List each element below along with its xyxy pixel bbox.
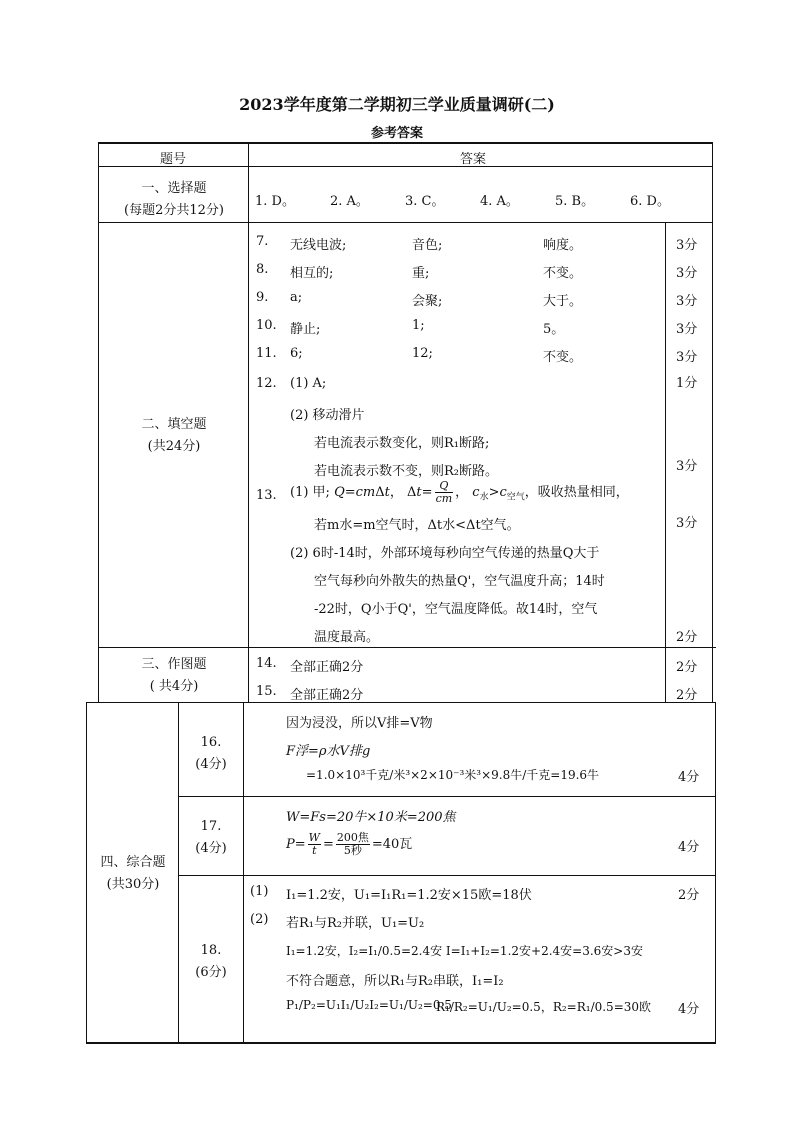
answer-line: 若电流表示数变化，则R₁断路;	[314, 436, 490, 451]
section-note: ( 共4分)	[149, 679, 199, 694]
score: 3分	[676, 238, 698, 253]
score: 3分	[676, 350, 698, 365]
score: 2分	[676, 630, 698, 645]
answer-line: I₁=1.2安，I₂=I₁/0.5=2.4安 I=I₁+I₂=1.2安+2.4安=3.6安>3安	[286, 944, 643, 958]
answer-line: W=Fs=20牛×10米=200焦	[286, 810, 456, 825]
question-points: (6分)	[195, 965, 227, 980]
answer-line: 若电流表示数不变，则R₂断路。	[314, 464, 498, 479]
answer-line: 全部正确2分	[290, 660, 364, 675]
answer-a: 相互的;	[290, 266, 334, 281]
section-name: 三、作图题	[141, 657, 207, 672]
score: 4分	[678, 770, 700, 785]
question-number: 10.	[256, 318, 277, 333]
score: 3分	[676, 266, 698, 281]
score: 2分	[678, 888, 700, 903]
answer-line: -22时，Q小于Q'，空气温度降低。故14时，空气	[314, 602, 598, 617]
answer-line: F浮=ρ水V排g	[286, 744, 371, 759]
choice-answer: 6. D。	[630, 194, 670, 209]
fraction-denominator: 5秒	[343, 844, 362, 857]
choice-answer: 1. D。	[255, 194, 295, 209]
answer-c: 不变。	[543, 350, 583, 365]
question-number: 17.	[200, 819, 222, 834]
header-answer: 答案	[460, 152, 487, 167]
section-choice	[100, 178, 248, 222]
answer-a: 静止;	[290, 322, 321, 337]
answer-c: 大于。	[543, 294, 583, 309]
part-label: (1)	[250, 884, 269, 899]
question-number: 16.	[200, 735, 222, 750]
answer-text: =40瓦	[371, 837, 413, 852]
section-note: (共24分)	[147, 439, 201, 454]
question-number: 18.	[200, 943, 222, 958]
answer-line: 全部正确2分	[290, 688, 364, 703]
answer-line: 若m水=m空气时，Δt水<Δt空气。	[314, 518, 520, 533]
section-name: 一、选择题	[141, 181, 207, 196]
answer-text: P=	[286, 837, 306, 852]
answer-c: 5。	[543, 322, 565, 337]
section-note: (共30分)	[106, 877, 160, 892]
q17-label	[180, 816, 242, 860]
score: 2分	[676, 688, 698, 703]
answer-b: 12;	[412, 346, 433, 361]
question-number: 13.	[256, 488, 277, 503]
question-number: 8.	[256, 262, 269, 277]
answer-b: 会聚;	[412, 294, 443, 309]
answer-line: 空气每秒向外散失的热量Q'，空气温度升高；14时	[314, 574, 605, 589]
section-note: (每题2分共12分)	[124, 203, 224, 218]
choice-answer: 3. C。	[405, 194, 445, 209]
section-comprehensive	[88, 852, 178, 896]
answer-c: 响度。	[543, 238, 583, 253]
section-fill	[100, 414, 248, 458]
score: 4分	[678, 840, 700, 855]
question-number: 15.	[256, 684, 277, 699]
answer-line: 若R₁与R₂并联，U₁=U₂	[286, 916, 425, 931]
fraction-numerator: 200焦	[336, 831, 369, 844]
answer-line: (1) A;	[290, 376, 327, 391]
page-title: 2023学年度第二学期初三学业质量调研(二)	[239, 95, 555, 114]
answer-c: 不变。	[543, 266, 583, 281]
answer-text: (1) 甲;	[290, 485, 330, 500]
score: 3分	[676, 322, 698, 337]
question-points: (4分)	[195, 757, 227, 772]
answer-line-formula: (1) 甲; Q=cmΔt， Δt= $\frac{Q}{cm}$ ， $c_水>c_{空气}$，吸收热量相同，	[290, 479, 629, 505]
answer-line: P₁/P₂=U₁I₁/U₂I₂=U₁/U₂=0.5	[286, 998, 452, 1012]
answer-line: 不符合题意，所以R₁与R₂串联，I₁=I₂	[286, 974, 504, 989]
question-number: 7.	[256, 234, 269, 249]
answer-line: R₁/R₂=U₁/U₂=0.5，R₂=R₁/0.5=30欧	[436, 1000, 652, 1014]
answer-line: I₁=1.2安，U₁=I₁R₁=1.2安×15欧=18伏	[286, 888, 532, 903]
answer-text: ，吸收热量相同，	[524, 485, 629, 500]
answer-b: 音色;	[412, 238, 443, 253]
section-name: 四、综合题	[100, 855, 166, 870]
choice-answer: 5. B。	[555, 194, 595, 209]
answer-line: 因为浸没，所以V排=V物	[286, 716, 433, 731]
question-number: 11.	[256, 346, 277, 361]
score: 3分	[676, 294, 698, 309]
score: 4分	[678, 1002, 700, 1017]
answer-b: 1;	[412, 318, 425, 333]
answer-line: (2) 6时-14时，外部环境每秒向空气传递的热量Q大于	[290, 546, 600, 561]
q16-label	[180, 732, 242, 776]
choice-answer: 4. A。	[480, 194, 519, 209]
score: 2分	[676, 660, 698, 675]
answer-line: (2) 移动滑片	[290, 408, 365, 423]
part-label: (2)	[250, 912, 269, 927]
answer-line: =1.0×10³千克/米³×2×10⁻³米³×9.8牛/千克=19.6牛	[306, 768, 600, 782]
score: 1分	[676, 376, 698, 391]
choice-answer: 2. A。	[330, 194, 369, 209]
answer-line: 温度最高。	[314, 630, 380, 645]
section-drawing	[100, 654, 248, 698]
question-number: 14.	[256, 656, 277, 671]
answer-b: 重;	[412, 266, 430, 281]
question-points: (4分)	[195, 841, 227, 856]
question-number: 12.	[256, 376, 277, 391]
answer-a: 6;	[290, 346, 303, 361]
answer-line-formula: P= $\frac{W}{t}$ = $\frac{\text{200焦}}{\text{5秒}}$ =40瓦	[286, 831, 413, 857]
q18-label	[180, 940, 242, 984]
answer-a: a;	[290, 290, 303, 305]
score: 3分	[676, 516, 698, 531]
page-subtitle: 参考答案	[370, 126, 423, 141]
header-question-number: 题号	[160, 152, 187, 167]
answer-a: 无线电波;	[290, 238, 347, 253]
section-name: 二、填空题	[141, 417, 207, 432]
question-number: 9.	[256, 290, 269, 305]
score: 3分	[676, 459, 698, 474]
